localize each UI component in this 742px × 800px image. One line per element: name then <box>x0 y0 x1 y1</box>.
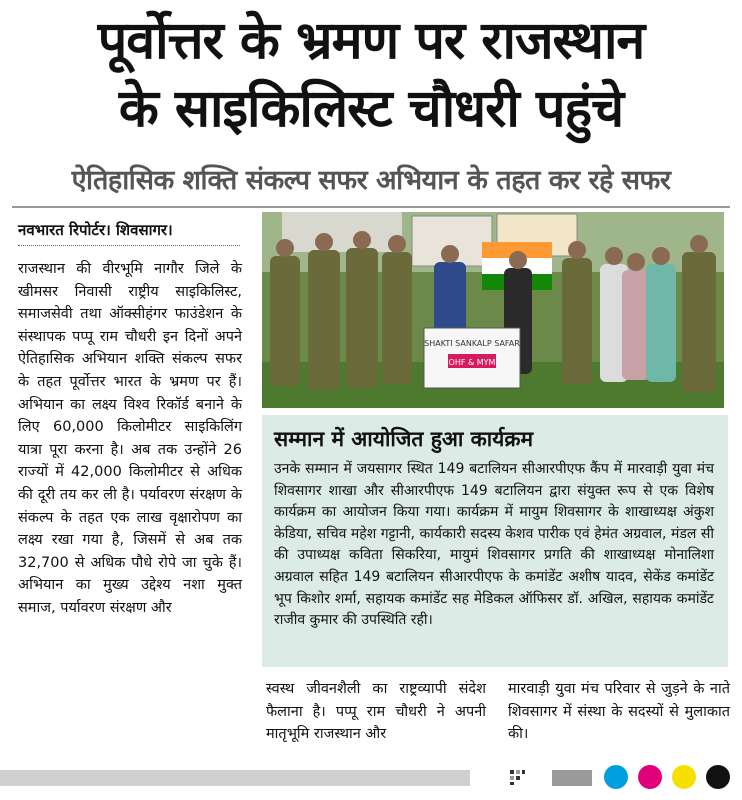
print-gray-bar <box>0 770 470 786</box>
byline: नवभारत रिपोर्टर। शिवसागर। <box>18 221 173 239</box>
headline-line-1: पूर्वोत्तर के भ्रमण पर राजस्थान <box>97 11 645 71</box>
article-column-2 <box>266 678 486 746</box>
magenta-swatch-icon <box>638 765 662 789</box>
article-text-column-2: स्वस्थ जीवनशैली का राष्ट्रव्यापी संदेश फैलाना है। पप्पू राम चौधरी ने अपनी मातृभूमि राजस्थान और <box>266 681 486 743</box>
subheadline: ऐतिहासिक शक्ति संकल्प सफर अभियान के तहत कर रहे सफर <box>71 165 671 196</box>
article-text-column-1: राजस्थान की वीरभूमि नागौर जिले के खीमसर निवासी राष्ट्रीय साइकिलिस्ट, समाजसेवी तथा ऑक्सीहंगर फाउंडेशन के संस्थापक पप्पू राम चौधरी इन दिनों अपने ऐतिहासिक अभियान शक्ति संकल्प सफर के तहत पूर्वोत्तर भारत के भ्रमण पर हैं। अभियान का लक्ष्य विश्व रिकॉर्ड बनाने के लिए 60,000 किलोमीटर साइकिलिंग यात्रा पूरा करना है। अब तक उन्होंने 26 राज्यों में 42,000 किलोमीटर से अधिक की दूरी तय कर ली है। पर्यावरण संरक्षण के संकल्प के तहत एक लाख वृक्षारोपण का लक्ष्य रखा गया है, जिसमें से अब तक 32,700 से अधिक पौधे रोपे जा चुके हैं। अभियान का मुख्य उद्देश्य नशा मुक्त समाज, पर्यावरण संरक्षण और <box>18 261 242 616</box>
headline-divider <box>12 206 730 208</box>
sidebar-box-title: सम्मान में आयोजित हुआ कार्यक्रम <box>274 427 534 451</box>
group-photo-illustration <box>262 212 724 408</box>
headline-line-2: के साइकिलिस्ट चौधरी पहुंचे <box>118 79 624 139</box>
print-gray-swatch <box>552 770 592 786</box>
sidebar-box <box>262 415 728 667</box>
black-swatch-icon <box>706 765 730 789</box>
sidebar-box-text: उनके सम्मान में जयसागर स्थित 149 बटालियन सीआरपीएफ कैंप में मारवाड़ी युवा मंच शिवसागर शाखा और सीआरपीएफ 149 बटालियन द्वारा संयुक्त रूप से एक विशेष कार्यक्रम का आयोजन किया गया। कार्यक्रम में मायुम शिवसागर के शाखाध्यक्ष अंकुश केडिया, सचिव महेश गट्टानी, कार्यकारी सदस्य केशव पारीक एवं हेमंत अग्रवाल, मंडल सी की उपाध्यक्ष कविता सिकरिया, मायुमं शिवसागर प्रगति की शाखाध्यक्ष मोनालिशा अग्रवाल सहित 149 बटालियन सीआरपीएफ के कमांडेंट अशीष यादव, सेकेंड कमांडेंट भूप किशोर शर्मा, सहायक कमांडेंट सह मेडिकल ऑफिसर डॉ. अखिल, सहायक कमांडेंट राजीव कुमार की उपस्थिति रही। <box>274 461 714 629</box>
article-column-3 <box>508 678 730 746</box>
cyan-swatch-icon <box>604 765 628 789</box>
registration-mark-icon <box>508 768 526 786</box>
article-text-column-3: मारवाड़ी युवा मंच परिवार से जुड़ने के नाते शिवसागर में संस्था के सदस्यों से मुलाकात की। <box>508 681 730 743</box>
news-photo <box>262 212 724 408</box>
photo-banner-text: SHAKTI SANKALP SAFAR <box>424 339 520 348</box>
article-column-1 <box>18 258 242 620</box>
photo-banner-subtext: OHF & MYM <box>448 358 496 367</box>
yellow-swatch-icon <box>672 765 696 789</box>
byline-divider <box>18 245 240 246</box>
